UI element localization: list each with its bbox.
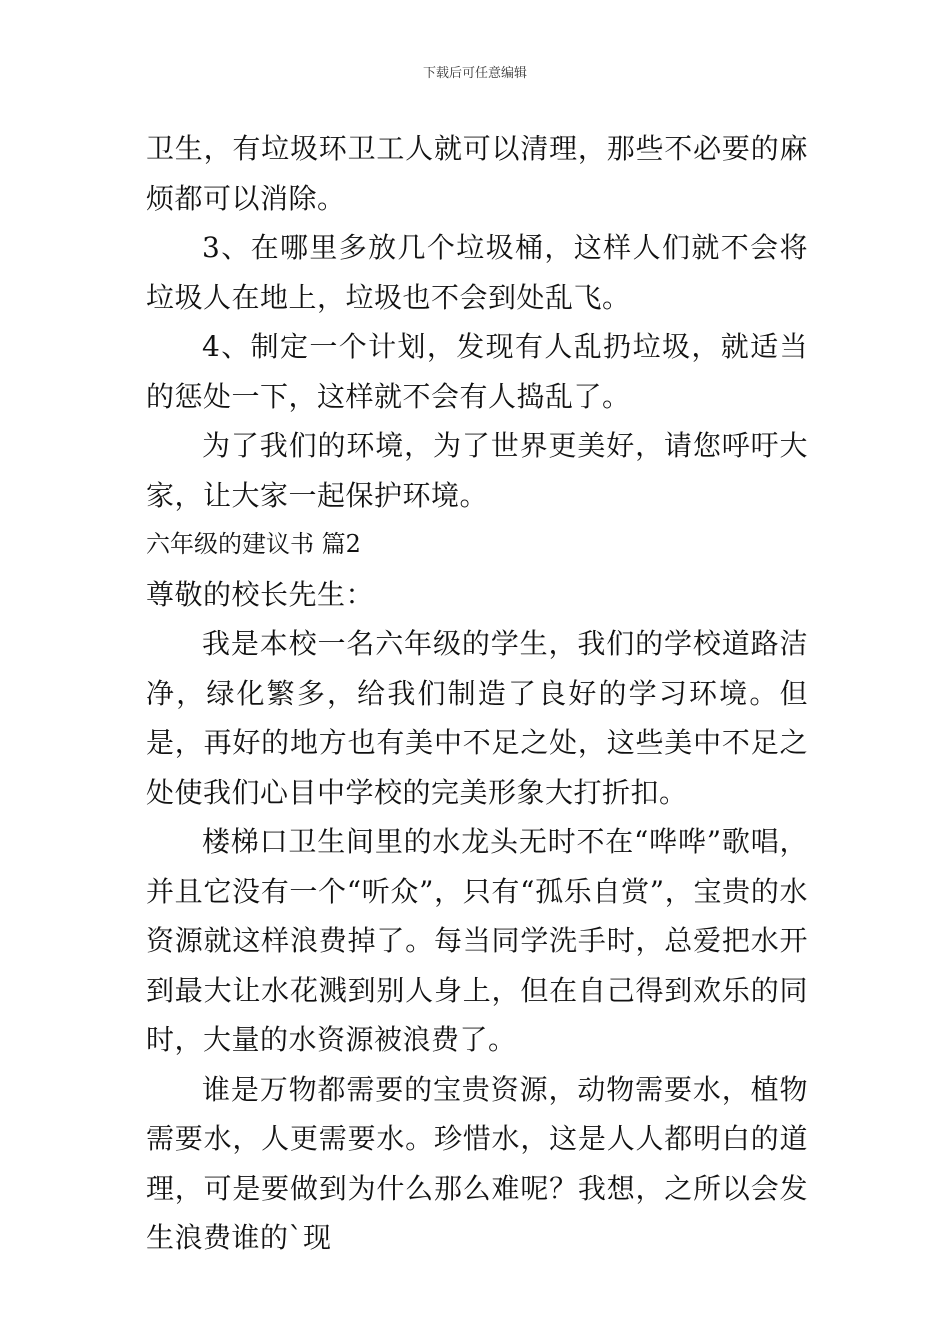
paragraph-introduction: 我是本校一名六年级的学生，我们的学校道路洁净，绿化繁多，给我们制造了良好的学习环境。但是，再好的地方也有美中不足之处，这些美中不足之处使我们心目中学校的完美形象大打折扣。	[146, 627, 808, 809]
section-title: 六年级的建议书 篇2	[146, 530, 361, 558]
document-body	[146, 124, 808, 1263]
page-header: 下载后可任意编辑	[422, 66, 527, 81]
paragraph-suggestion-4: 4、制定一个计划，发现有人乱扔垃圾，就适当的惩处一下，这样就不会有人捣乱了。	[146, 330, 808, 413]
paragraph-water-waste: 楼梯口卫生间里的水龙头无时不在“哗哗”歌唱，并且它没有一个“听众”，只有“孤乐自赏”，宝贵的水资源就这样浪费掉了。每当同学洗手时，总爱把水开到最大让水花溅到别人身上，但在自己得到欢乐的同时，大量的水资源被浪费了。	[146, 825, 808, 1056]
paragraph-closing-appeal: 为了我们的环境，为了世界更美好，请您呼吁大家，让大家一起保护环境。	[146, 429, 808, 512]
paragraph-suggestion-3: 3、在哪里多放几个垃圾桶，这样人们就不会将垃圾人在地上，垃圾也不会到处乱飞。	[146, 231, 808, 314]
paragraph-water-importance: 谁是万物都需要的宝贵资源，动物需要水，植物需要水，人更需要水。珍惜水，这是人人都明白的道理，可是要做到为什么那么难呢？我想，之所以会发生浪费谁的`现	[146, 1072, 808, 1254]
letter-salutation: 尊敬的校长先生：	[146, 577, 375, 611]
paragraph-continuation: 卫生，有垃圾环卫工人就可以清理，那些不必要的麻烦都可以消除。	[146, 132, 808, 215]
